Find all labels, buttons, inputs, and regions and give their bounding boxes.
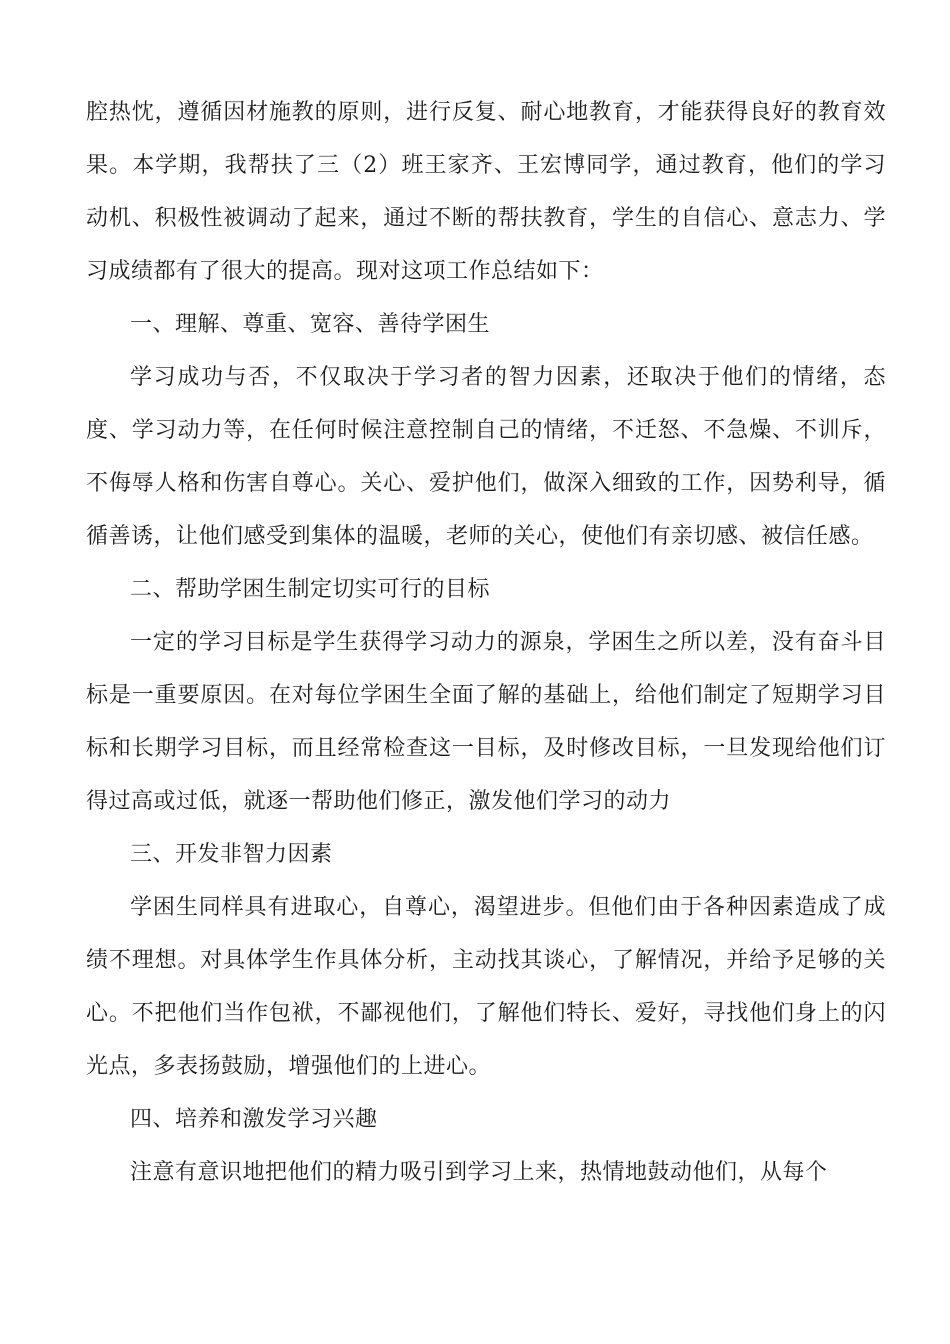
section-heading-1: 一、理解、尊重、宽容、善待学困生 bbox=[130, 312, 491, 337]
document-body bbox=[86, 86, 886, 1199]
section-1-paragraph: 学习成功与否，不仅取决于学习者的智力因素，还取决于他们的情绪，态度、学习动力等，在任何时候注意控制自己的情绪，不迁怒、不急燥、不训斥，不侮辱人格和伤害自尊心。关心、爱护他们，做深入细致的工作，因势利导，循循善诱，让他们感受到集体的温暖，老师的关心，使他们有亲切感、被信任感。 bbox=[86, 365, 886, 549]
section-heading-2: 二、帮助学困生制定切实可行的目标 bbox=[130, 577, 491, 602]
section-heading-4: 四、培养和激发学习兴趣 bbox=[130, 1107, 378, 1132]
intro-paragraph: 腔热忱，遵循因材施教的原则，进行反复、耐心地教育，才能获得良好的教育效果。本学期，我帮扶了三（2）班王家齐、王宏博同学，通过教育，他们的学习动机、积极性被调动了起来，通过不断的帮扶教育，学生的自信心、意志力、学习成绩都有了很大的提高。现对这项工作总结如下： bbox=[86, 100, 886, 284]
section-4-paragraph: 注意有意识地把他们的精力吸引到学习上来，热情地鼓动他们，从每个 bbox=[130, 1160, 828, 1185]
section-heading-3: 三、开发非智力因素 bbox=[130, 842, 333, 867]
section-3-paragraph: 学困生同样具有进取心，自尊心，渴望进步。但他们由于各种因素造成了成绩不理想。对具体学生作具体分析，主动找其谈心，了解情况，并给予足够的关心。不把他们当作包袱，不鄙视他们，了解他们特长、爱好，寻找他们身上的闪光点，多表扬鼓励，增强他们的上进心。 bbox=[86, 895, 886, 1079]
section-2-paragraph: 一定的学习目标是学生获得学习动力的源泉，学困生之所以差，没有奋斗目标是一重要原因。在对每位学困生全面了解的基础上，给他们制定了短期学习目标和长期学习目标，而且经常检查这一目标，及时修改目标，一旦发现给他们订得过高或过低，就逐一帮助他们修正，激发他们学习的动力 bbox=[86, 630, 886, 814]
